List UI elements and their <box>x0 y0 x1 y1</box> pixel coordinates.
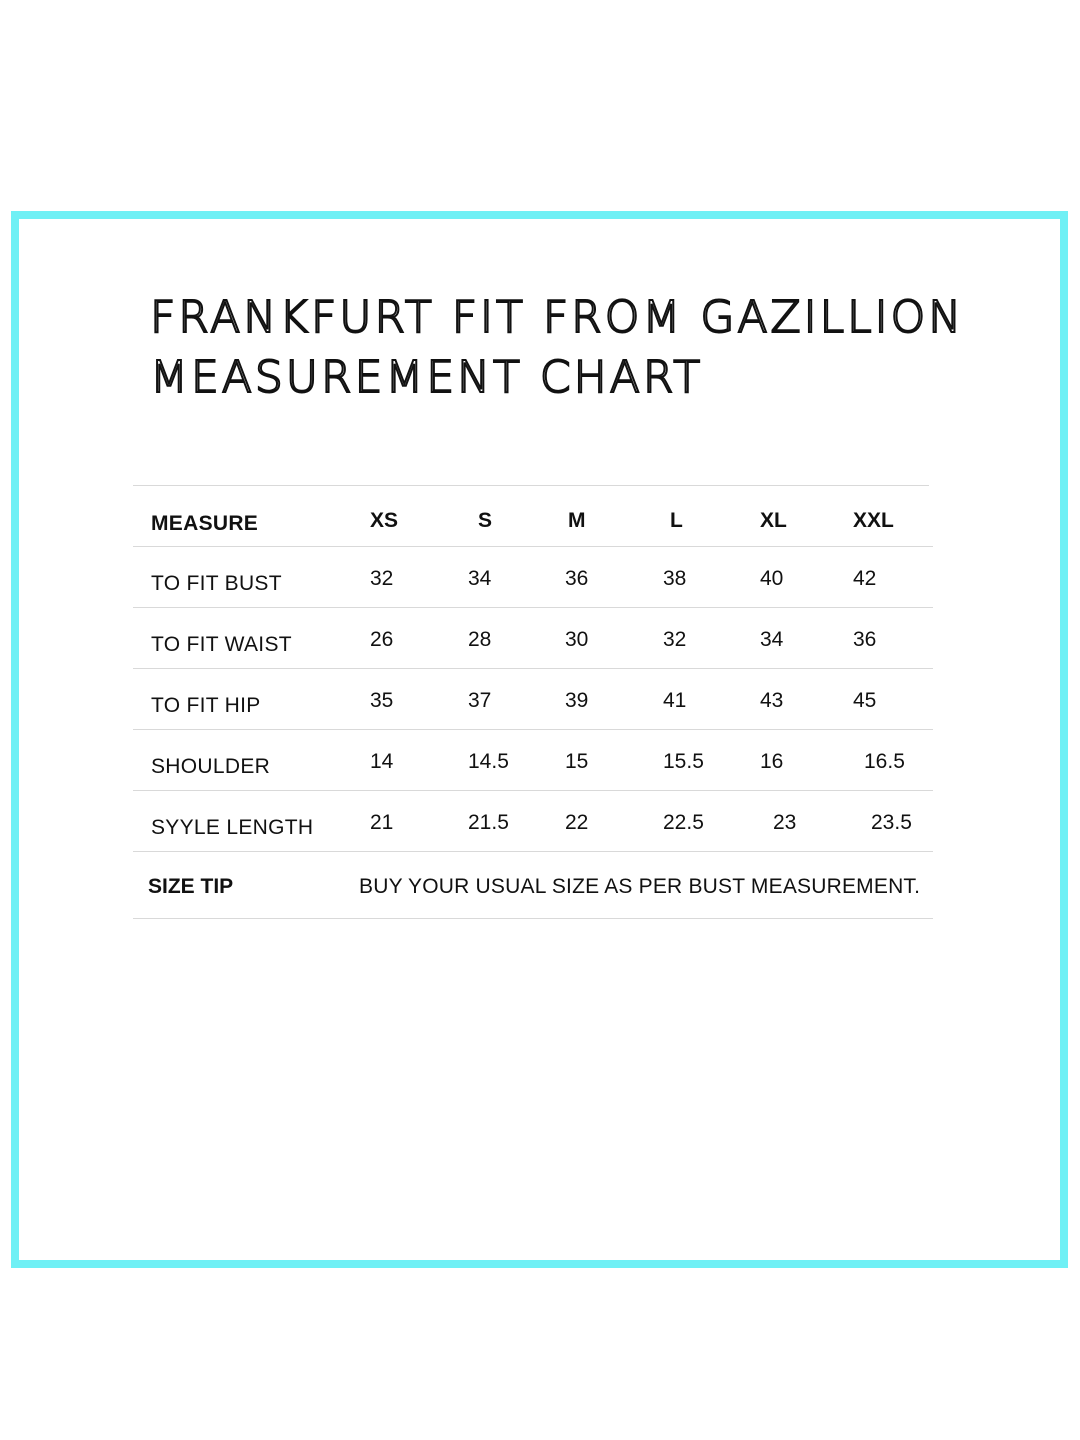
table-cell: 22 <box>565 811 589 834</box>
header-measure: MEASURE <box>151 512 259 535</box>
header-size-l: L <box>670 509 683 532</box>
size-tip-text: BUY YOUR USUAL SIZE AS PER BUST MEASUREMENT. <box>359 875 921 898</box>
table-cell: 36 <box>565 567 589 590</box>
header-size-xxl: XXL <box>853 509 894 532</box>
row-label: TO FIT WAIST <box>151 633 292 656</box>
table-row-style-length <box>133 790 933 852</box>
table-cell: 34 <box>468 567 492 590</box>
header-size-m: M <box>568 509 586 532</box>
row-label: SHOULDER <box>151 755 271 778</box>
table-cell: 35 <box>370 689 394 712</box>
table-cell: 38 <box>663 567 687 590</box>
table-cell: 30 <box>565 628 589 651</box>
table-row-shoulder <box>133 729 933 791</box>
table-cell: 37 <box>468 689 492 712</box>
table-cell: 42 <box>853 567 877 590</box>
table-cell: 21 <box>370 811 394 834</box>
header-size-s: S <box>478 509 493 532</box>
table-cell: 14 <box>370 750 394 773</box>
table-cell: 41 <box>663 689 687 712</box>
table-cell: 32 <box>370 567 394 590</box>
header-size-xs: XS <box>370 509 399 532</box>
table-cell: 22.5 <box>663 811 704 834</box>
table-cell: 16.5 <box>864 750 905 773</box>
table-header-row <box>133 485 933 547</box>
table-cell: 43 <box>760 689 784 712</box>
row-label: TO FIT BUST <box>151 572 282 595</box>
table-cell: 16 <box>760 750 784 773</box>
header-size-xl: XL <box>760 509 787 532</box>
table-cell: 15.5 <box>663 750 704 773</box>
table-cell: 28 <box>468 628 492 651</box>
table-cell: 39 <box>565 689 589 712</box>
table-cell: 23.5 <box>871 811 912 834</box>
table-cell: 23 <box>773 811 797 834</box>
table-cell: 34 <box>760 628 784 651</box>
size-tip-label: SIZE TIP <box>148 875 234 898</box>
table-cell: 21.5 <box>468 811 509 834</box>
table-cell: 26 <box>370 628 394 651</box>
table-row-hip <box>133 668 933 730</box>
table-cell: 14.5 <box>468 750 509 773</box>
table-cell: 15 <box>565 750 589 773</box>
size-tip-row <box>133 851 933 919</box>
table-cell: 45 <box>853 689 877 712</box>
row-label: TO FIT HIP <box>151 694 261 717</box>
table-cell: 36 <box>853 628 877 651</box>
title-line-1: FRANKFURT FIT FROM GAZILLION <box>150 292 965 343</box>
table-row-bust <box>133 546 933 608</box>
row-label: SYYLE LENGTH <box>151 816 314 839</box>
table-cell: 40 <box>760 567 784 590</box>
table-row-waist <box>133 607 933 669</box>
table-cell: 32 <box>663 628 687 651</box>
chart-title <box>150 288 964 408</box>
title-line-2: MEASUREMENT CHART <box>150 352 704 403</box>
